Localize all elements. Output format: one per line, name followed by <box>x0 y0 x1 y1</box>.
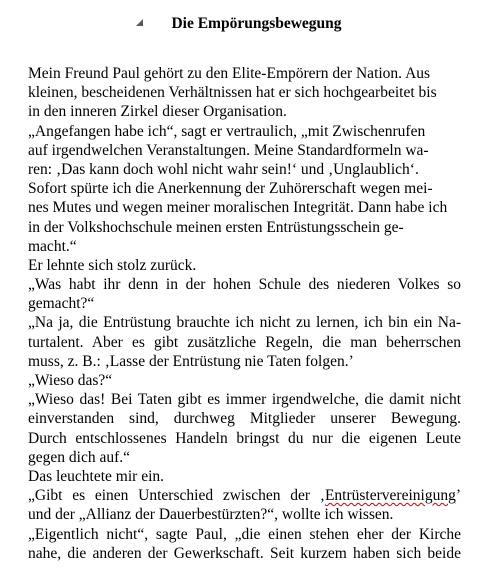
text-line: ren: ‚Das kann doch wohl nicht wahr sein!‘ und ‚Unglaublich‘. <box>28 160 419 178</box>
text-line: und der „Allianz der Dauerbestürzten?“, wollte ich wissen. <box>28 506 394 524</box>
text-line: Sofort spürte ich die Anerkennung der Zuhörerschaft wegen mei- <box>28 180 433 198</box>
text-line: gegen dich auf.“ <box>28 448 130 466</box>
text-line: „Angefangen habe ich“, sagt er vertraulich, „mit Zwischenrufen <box>28 122 426 140</box>
text-line: „Eigentlich nicht“, sagte Paul, „die einen stehen eher der Kirche <box>28 525 461 543</box>
document-heading: Die Empörungsbewegung <box>171 15 342 32</box>
text-line: „Was habt ihr denn in der hohen Schule des niederen Volkes so <box>28 276 461 294</box>
text-line: Mein Freund Paul gehört zu den Elite-Empörern der Nation. Aus <box>28 65 431 82</box>
text-line: nahe, die anderen der Gewerkschaft. Seit kurzem haben sich beide <box>28 544 461 562</box>
text-line: „Na ja, die Entrüstung brauchte ich nicht zu lernen, ich bin ein Na- <box>28 314 461 332</box>
misspelled-word[interactable]: Entrüstervereinigung <box>324 487 456 505</box>
text-line: Durch entschlossenes Handeln bringst du nur die eigenen Leute <box>28 429 461 447</box>
text-line: einverstanden sind, durchweg Mitglieder unserer Bewegung. <box>28 410 461 428</box>
text-line: gemacht?“ <box>28 295 95 313</box>
text-line: auf irgendwelchen Veranstaltungen. Meine Standardformeln wa- <box>28 141 429 159</box>
text-segment: „Gibt es einen Unterschied zwischen der ‚ <box>28 487 325 505</box>
text-line: in der Volkshochschule meinen ersten Entrüstungsschein ge- <box>28 218 404 236</box>
text-line: nes Mutes und wegen meiner moralischen Integrität. Dann habe ich <box>28 199 448 217</box>
text-line: Er lehnte sich stolz zurück. <box>28 256 197 274</box>
collapse-triangle-icon[interactable] <box>136 19 143 26</box>
text-line: turtalent. Aber es gibt zusätzliche Regeln, die man beherrschen <box>28 333 461 351</box>
text-line: kleinen, bescheidenen Verhältnissen hat er sich hochgearbeitet bis <box>28 84 437 102</box>
text-segment: ’ <box>455 487 461 505</box>
document-body[interactable] <box>28 64 461 563</box>
text-line: „Wieso das! Bei Taten gibt es immer irgendwelche, die damit nicht <box>28 391 461 409</box>
heading-row <box>0 13 499 35</box>
text-line: „Wieso das?“ <box>28 372 113 389</box>
text-line: muss, z. B.: ‚Lasse der Entrüstung nie Taten folgen.’ <box>28 352 354 370</box>
text-line: macht.“ <box>28 237 77 255</box>
text-line <box>28 486 461 505</box>
text-line: in den inneren Zirkel dieser Organisation. <box>28 103 287 121</box>
text-line: Das leuchtete mir ein. <box>28 467 165 485</box>
